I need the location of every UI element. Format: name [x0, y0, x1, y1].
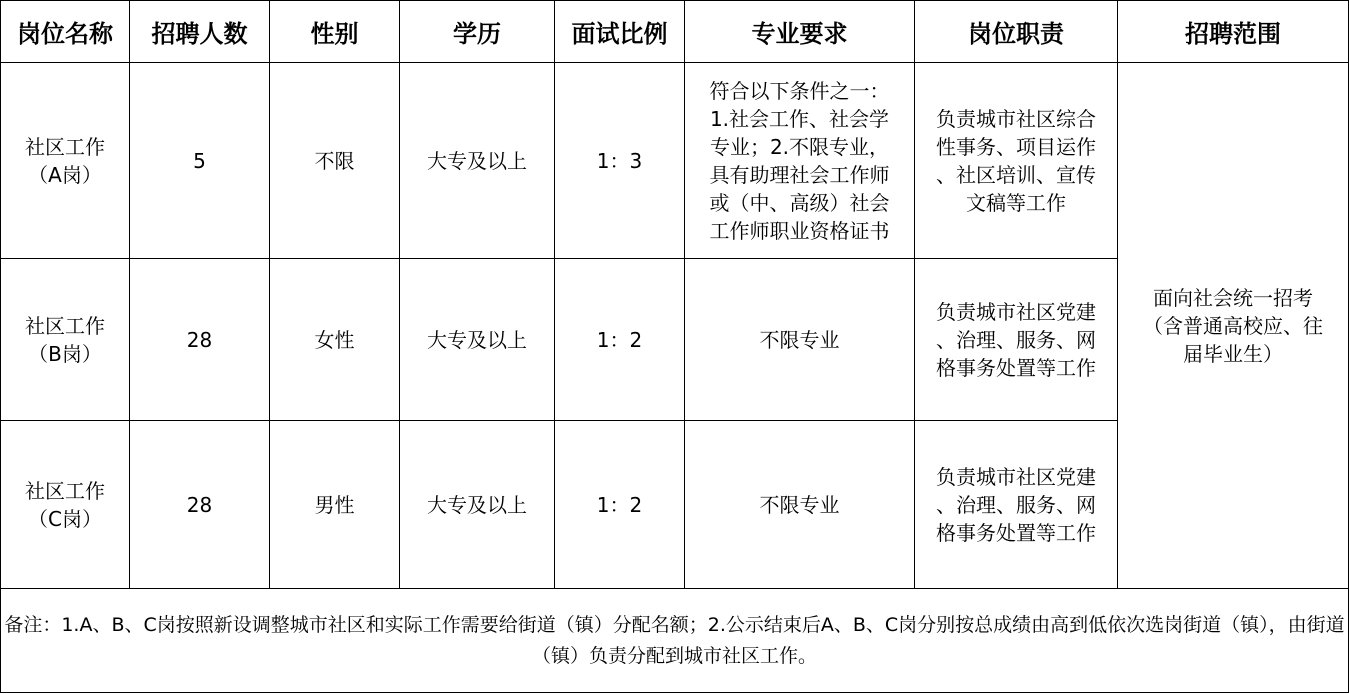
- ratio-cell: 1：2: [555, 421, 685, 589]
- header-ratio: 面试比例: [555, 1, 685, 63]
- ratio-cell: 1：3: [555, 63, 685, 259]
- education-cell: 大专及以上: [400, 421, 555, 589]
- education-cell: 大专及以上: [400, 259, 555, 421]
- header-scope: 招聘范围: [1118, 1, 1349, 63]
- header-gender: 性别: [270, 1, 400, 63]
- major-cell: 符合以下条件之一： 1.社会工作、社会学 专业；2.不限专业， 具有助理社会工作师 或（中、高级）社会 工作师职业资格证书: [709, 78, 890, 243]
- count-cell: 28: [130, 421, 270, 589]
- position-cell: 社区工作 （A岗）: [25, 134, 105, 187]
- header-row: [1, 1, 1349, 63]
- gender-cell: 女性: [270, 259, 400, 421]
- table-row-a: [1, 63, 1349, 259]
- header-position: 岗位名称: [1, 1, 130, 63]
- major-cell: 不限专业: [685, 421, 915, 589]
- scope-cell: 面向社会统一招考 （含普通高校应、往 届毕业生）: [1143, 285, 1323, 366]
- note-row: [1, 589, 1349, 693]
- position-cell: 社区工作 （C岗）: [25, 478, 105, 531]
- gender-cell: 男性: [270, 421, 400, 589]
- header-duties: 岗位职责: [915, 1, 1118, 63]
- gender-cell: 不限: [270, 63, 400, 259]
- header-education: 学历: [400, 1, 555, 63]
- position-cell: 社区工作 （B岗）: [25, 313, 105, 366]
- duties-cell: 负责城市社区党建 、治理、服务、网 格事务处置等工作: [936, 299, 1096, 380]
- duties-cell: 负责城市社区综合 性事务、项目运作 、社区培训、宣传 文稿等工作: [936, 106, 1096, 215]
- ratio-cell: 1：2: [555, 259, 685, 421]
- header-major: 专业要求: [685, 1, 915, 63]
- note-text: 备注：1.A、B、C岗按照新设调整城市社区和实际工作需要给街道（镇）分配名额；2.公示结束后A、B、C岗分别按总成绩由高到低依次选岗街道（镇），由街道（镇）负责分配到城市社区工作。: [1, 589, 1349, 693]
- duties-cell: 负责城市社区党建 、治理、服务、网 格事务处置等工作: [936, 464, 1096, 545]
- header-count: 招聘人数: [130, 1, 270, 63]
- count-cell: 5: [130, 63, 270, 259]
- count-cell: 28: [130, 259, 270, 421]
- major-cell: 不限专业: [685, 259, 915, 421]
- education-cell: 大专及以上: [400, 63, 555, 259]
